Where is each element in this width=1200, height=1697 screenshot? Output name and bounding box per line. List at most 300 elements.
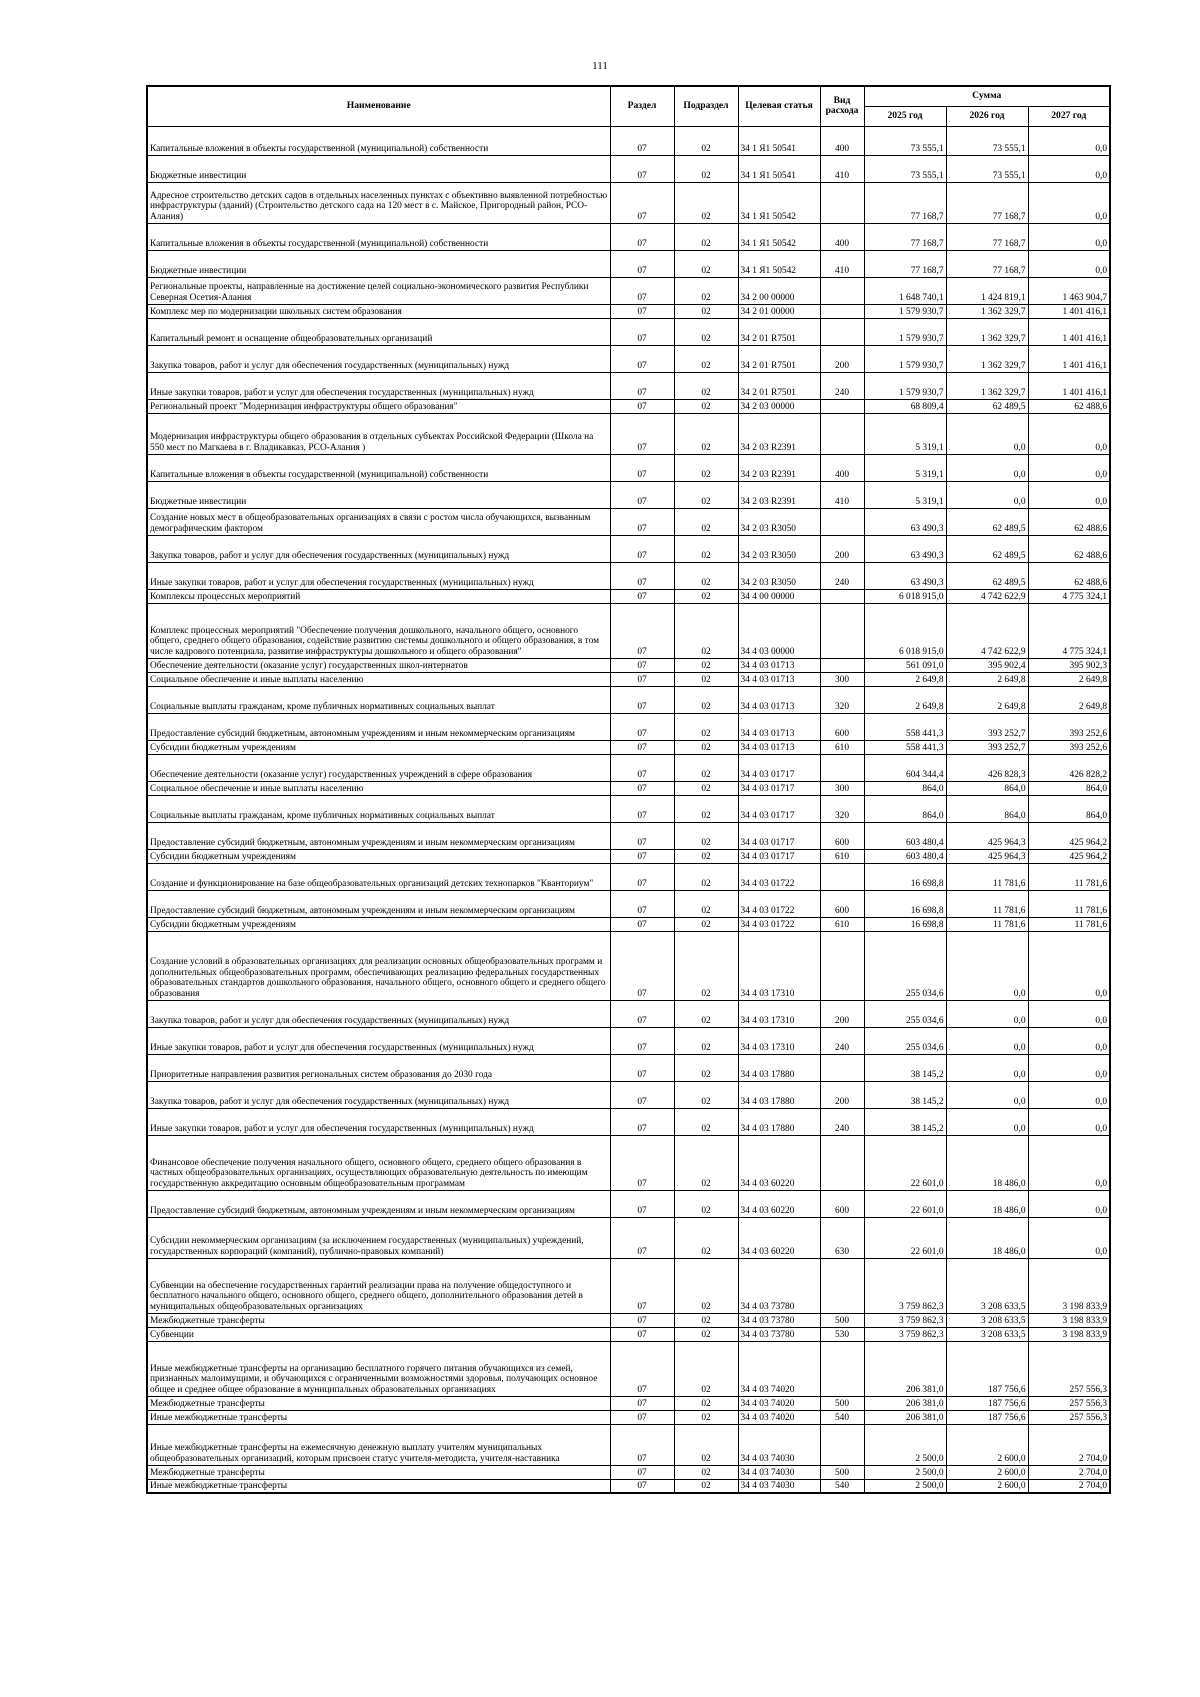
row-name: Обеспечение деятельности (оказание услуг) государственных учреждений в сфере образования xyxy=(147,754,610,781)
row-section: 07 xyxy=(610,277,674,304)
row-target-article: 34 4 03 17880 xyxy=(738,1081,820,1108)
row-amount-2025: 22 601,0 xyxy=(864,1135,946,1190)
row-expense-type: 240 xyxy=(820,1108,864,1135)
row-subsection: 02 xyxy=(674,795,738,822)
row-subsection: 02 xyxy=(674,304,738,318)
row-amount-2026: 0,0 xyxy=(946,481,1028,508)
row-amount-2026: 62 489,5 xyxy=(946,562,1028,589)
row-amount-2027: 0,0 xyxy=(1028,413,1110,454)
header-sum: Сумма xyxy=(864,86,1110,106)
table-row xyxy=(147,126,1110,155)
row-name: Создание условий в образовательных организациях для реализации основных общеобразовательных программ и дополнительных общеобразовательных программ, обеспечивающих реализацию федеральных государственных образовательных стандартов дошкольного образования, начального общего, основного общего и среднего общего образования xyxy=(147,931,610,1000)
row-subsection: 02 xyxy=(674,713,738,740)
row-expense-type: 530 xyxy=(820,1327,864,1341)
row-amount-2027: 257 556,3 xyxy=(1028,1410,1110,1424)
row-amount-2027: 11 781,6 xyxy=(1028,917,1110,931)
row-amount-2026: 62 489,5 xyxy=(946,535,1028,562)
row-amount-2026: 0,0 xyxy=(946,1081,1028,1108)
row-subsection: 02 xyxy=(674,1135,738,1190)
row-amount-2026: 187 756,6 xyxy=(946,1410,1028,1424)
row-amount-2027: 3 198 833,9 xyxy=(1028,1327,1110,1341)
header-name: Наименование xyxy=(147,86,610,126)
row-subsection: 02 xyxy=(674,863,738,890)
table-row xyxy=(147,713,1110,740)
row-target-article: 34 4 03 01713 xyxy=(738,713,820,740)
row-expense-type xyxy=(820,318,864,345)
row-target-article: 34 4 00 00000 xyxy=(738,589,820,603)
row-target-article: 34 2 00 00000 xyxy=(738,277,820,304)
row-amount-2027: 426 828,2 xyxy=(1028,754,1110,781)
table-row xyxy=(147,849,1110,863)
table-row xyxy=(147,250,1110,277)
row-name: Иные закупки товаров, работ и услуг для обеспечения государственных (муниципальных) нужд xyxy=(147,1108,610,1135)
row-amount-2027: 1 401 416,1 xyxy=(1028,345,1110,372)
row-target-article: 34 4 03 00000 xyxy=(738,603,820,658)
row-target-article: 34 4 03 17880 xyxy=(738,1054,820,1081)
row-name: Субсидии бюджетным учреждениям xyxy=(147,740,610,754)
row-amount-2026: 0,0 xyxy=(946,413,1028,454)
row-amount-2027: 4 775 324,1 xyxy=(1028,603,1110,658)
row-name: Капитальные вложения в объекты государственной (муниципальной) собственности xyxy=(147,126,610,155)
row-target-article: 34 4 03 60220 xyxy=(738,1217,820,1258)
header-target-article: Целевая статья xyxy=(738,86,820,126)
row-section: 07 xyxy=(610,1108,674,1135)
row-section: 07 xyxy=(610,481,674,508)
row-section: 07 xyxy=(610,754,674,781)
row-target-article: 34 4 03 01717 xyxy=(738,849,820,863)
row-amount-2026: 0,0 xyxy=(946,1027,1028,1054)
row-subsection: 02 xyxy=(674,318,738,345)
row-expense-type xyxy=(820,863,864,890)
row-section: 07 xyxy=(610,318,674,345)
row-name: Субсидии некоммерческим организациям (за исключением государственных (муниципальных) учреждений, государственных корпораций (компаний), публично-правовых компаний) xyxy=(147,1217,610,1258)
row-target-article: 34 4 03 01713 xyxy=(738,686,820,713)
row-expense-type: 410 xyxy=(820,250,864,277)
table-row xyxy=(147,917,1110,931)
row-name: Предоставление субсидий бюджетным, автономным учреждениям и иным некоммерческим организациям xyxy=(147,822,610,849)
row-expense-type: 410 xyxy=(820,155,864,182)
row-target-article: 34 4 03 01717 xyxy=(738,822,820,849)
table-row xyxy=(147,1396,1110,1410)
row-section: 07 xyxy=(610,413,674,454)
row-amount-2025: 73 555,1 xyxy=(864,126,946,155)
row-expense-type xyxy=(820,589,864,603)
header-year-2027: 2027 год xyxy=(1028,106,1110,126)
row-amount-2026: 18 486,0 xyxy=(946,1217,1028,1258)
row-amount-2027: 0,0 xyxy=(1028,481,1110,508)
row-expense-type xyxy=(820,603,864,658)
row-amount-2025: 3 759 862,3 xyxy=(864,1327,946,1341)
row-subsection: 02 xyxy=(674,1108,738,1135)
row-section: 07 xyxy=(610,535,674,562)
row-amount-2026: 864,0 xyxy=(946,795,1028,822)
row-target-article: 34 4 03 01717 xyxy=(738,754,820,781)
row-expense-type: 600 xyxy=(820,713,864,740)
row-expense-type: 200 xyxy=(820,345,864,372)
row-subsection: 02 xyxy=(674,372,738,399)
row-expense-type: 320 xyxy=(820,795,864,822)
row-section: 07 xyxy=(610,1341,674,1396)
row-section: 07 xyxy=(610,1313,674,1327)
row-name: Капитальный ремонт и оснащение общеобразовательных организаций xyxy=(147,318,610,345)
header-year-2025: 2025 год xyxy=(864,106,946,126)
header-section: Раздел xyxy=(610,86,674,126)
row-amount-2025: 561 091,0 xyxy=(864,658,946,672)
row-target-article: 34 4 03 17880 xyxy=(738,1108,820,1135)
row-subsection: 02 xyxy=(674,1424,738,1465)
row-target-article: 34 4 03 73780 xyxy=(738,1313,820,1327)
row-subsection: 02 xyxy=(674,917,738,931)
row-subsection: 02 xyxy=(674,1217,738,1258)
row-section: 07 xyxy=(610,658,674,672)
row-name: Закупка товаров, работ и услуг для обеспечения государственных (муниципальных) нужд xyxy=(147,345,610,372)
table-row xyxy=(147,454,1110,481)
row-name: Предоставление субсидий бюджетным, автономным учреждениям и иным некоммерческим организациям xyxy=(147,890,610,917)
row-amount-2026: 1 362 329,7 xyxy=(946,318,1028,345)
row-subsection: 02 xyxy=(674,1027,738,1054)
row-section: 07 xyxy=(610,795,674,822)
row-amount-2025: 558 441,3 xyxy=(864,713,946,740)
row-amount-2026: 77 168,7 xyxy=(946,250,1028,277)
row-amount-2027: 3 198 833,9 xyxy=(1028,1258,1110,1313)
row-expense-type: 630 xyxy=(820,1217,864,1258)
row-expense-type xyxy=(820,1135,864,1190)
row-amount-2026: 18 486,0 xyxy=(946,1135,1028,1190)
row-amount-2026: 395 902,4 xyxy=(946,658,1028,672)
row-amount-2026: 0,0 xyxy=(946,931,1028,1000)
row-amount-2027: 0,0 xyxy=(1028,126,1110,155)
row-section: 07 xyxy=(610,740,674,754)
row-subsection: 02 xyxy=(674,562,738,589)
row-target-article: 34 4 03 74020 xyxy=(738,1410,820,1424)
row-target-article: 34 2 01 R7501 xyxy=(738,318,820,345)
row-amount-2027: 257 556,3 xyxy=(1028,1396,1110,1410)
row-amount-2025: 22 601,0 xyxy=(864,1190,946,1217)
row-subsection: 02 xyxy=(674,399,738,413)
row-name: Региональный проект "Модернизация инфраструктуры общего образования" xyxy=(147,399,610,413)
row-amount-2026: 0,0 xyxy=(946,1054,1028,1081)
row-amount-2026: 77 168,7 xyxy=(946,223,1028,250)
row-target-article: 34 4 03 01722 xyxy=(738,890,820,917)
row-name: Обеспечение деятельности (оказание услуг) государственных школ-интернатов xyxy=(147,658,610,672)
table-row xyxy=(147,822,1110,849)
row-subsection: 02 xyxy=(674,1327,738,1341)
row-amount-2027: 0,0 xyxy=(1028,1027,1110,1054)
row-subsection: 02 xyxy=(674,589,738,603)
row-subsection: 02 xyxy=(674,781,738,795)
row-target-article: 34 4 03 74020 xyxy=(738,1341,820,1396)
row-amount-2027: 425 964,2 xyxy=(1028,849,1110,863)
row-expense-type: 240 xyxy=(820,372,864,399)
row-section: 07 xyxy=(610,931,674,1000)
row-name: Иные межбюджетные трансферты xyxy=(147,1410,610,1424)
table-row xyxy=(147,863,1110,890)
row-amount-2025: 16 698,8 xyxy=(864,863,946,890)
row-section: 07 xyxy=(610,126,674,155)
row-amount-2026: 62 489,5 xyxy=(946,508,1028,535)
row-amount-2027: 0,0 xyxy=(1028,454,1110,481)
row-amount-2025: 3 759 862,3 xyxy=(864,1313,946,1327)
row-subsection: 02 xyxy=(674,686,738,713)
row-amount-2026: 1 362 329,7 xyxy=(946,345,1028,372)
row-name: Комплекс мер по модернизации школьных систем образования xyxy=(147,304,610,318)
table-row xyxy=(147,1217,1110,1258)
row-expense-type xyxy=(820,1054,864,1081)
row-expense-type: 600 xyxy=(820,1190,864,1217)
row-amount-2025: 1 648 740,1 xyxy=(864,277,946,304)
row-section: 07 xyxy=(610,589,674,603)
table-row xyxy=(147,931,1110,1000)
row-target-article: 34 4 03 01713 xyxy=(738,658,820,672)
row-name: Межбюджетные трансферты xyxy=(147,1313,610,1327)
row-amount-2025: 3 759 862,3 xyxy=(864,1258,946,1313)
row-amount-2027: 393 252,6 xyxy=(1028,740,1110,754)
row-name: Бюджетные инвестиции xyxy=(147,155,610,182)
row-amount-2025: 63 490,3 xyxy=(864,535,946,562)
row-expense-type xyxy=(820,304,864,318)
row-amount-2026: 4 742 622,9 xyxy=(946,589,1028,603)
row-expense-type xyxy=(820,1258,864,1313)
row-expense-type xyxy=(820,658,864,672)
row-name: Капитальные вложения в объекты государственной (муниципальной) собственности xyxy=(147,223,610,250)
row-section: 07 xyxy=(610,562,674,589)
row-amount-2025: 1 579 930,7 xyxy=(864,318,946,345)
row-amount-2026: 2 600,0 xyxy=(946,1424,1028,1465)
table-row xyxy=(147,304,1110,318)
row-amount-2026: 425 964,3 xyxy=(946,822,1028,849)
row-amount-2027: 0,0 xyxy=(1028,1054,1110,1081)
row-subsection: 02 xyxy=(674,1410,738,1424)
row-name: Иные межбюджетные трансферты на ежемесячную денежную выплату учителям муниципальных общеобразовательных организаций, которым присвоен статус учителя-методиста, учителя-наставника xyxy=(147,1424,610,1465)
row-amount-2027: 864,0 xyxy=(1028,781,1110,795)
row-amount-2025: 603 480,4 xyxy=(864,822,946,849)
row-subsection: 02 xyxy=(674,481,738,508)
row-section: 07 xyxy=(610,304,674,318)
table-row xyxy=(147,1313,1110,1327)
row-subsection: 02 xyxy=(674,535,738,562)
row-amount-2026: 2 600,0 xyxy=(946,1479,1028,1493)
row-subsection: 02 xyxy=(674,1341,738,1396)
row-amount-2027: 0,0 xyxy=(1028,1000,1110,1027)
row-amount-2026: 1 424 819,1 xyxy=(946,277,1028,304)
row-name: Бюджетные инвестиции xyxy=(147,481,610,508)
row-target-article: 34 2 03 R2391 xyxy=(738,481,820,508)
table-row xyxy=(147,508,1110,535)
row-target-article: 34 4 03 01722 xyxy=(738,917,820,931)
page-number: 111 xyxy=(592,60,608,72)
row-subsection: 02 xyxy=(674,822,738,849)
row-amount-2027: 0,0 xyxy=(1028,1190,1110,1217)
row-name: Создание новых мест в общеобразовательных организациях в связи с ростом числа обучающихся, вызванным демографическим фактором xyxy=(147,508,610,535)
row-amount-2027: 62 488,6 xyxy=(1028,562,1110,589)
row-section: 07 xyxy=(610,399,674,413)
table-row xyxy=(147,535,1110,562)
row-amount-2025: 2 649,8 xyxy=(864,686,946,713)
row-target-article: 34 1 Я1 50541 xyxy=(738,126,820,155)
row-amount-2026: 393 252,7 xyxy=(946,713,1028,740)
row-amount-2027: 864,0 xyxy=(1028,795,1110,822)
row-target-article: 34 2 03 00000 xyxy=(738,399,820,413)
row-expense-type: 500 xyxy=(820,1396,864,1410)
row-target-article: 34 4 03 60220 xyxy=(738,1135,820,1190)
row-amount-2026: 2 649,8 xyxy=(946,672,1028,686)
row-expense-type: 610 xyxy=(820,740,864,754)
row-section: 07 xyxy=(610,1054,674,1081)
table-row xyxy=(147,1465,1110,1479)
row-expense-type xyxy=(820,277,864,304)
row-expense-type: 600 xyxy=(820,822,864,849)
row-amount-2025: 77 168,7 xyxy=(864,250,946,277)
row-section: 07 xyxy=(610,603,674,658)
header-year-2026: 2026 год xyxy=(946,106,1028,126)
row-name: Иные закупки товаров, работ и услуг для обеспечения государственных (муниципальных) нужд xyxy=(147,562,610,589)
table-row xyxy=(147,413,1110,454)
table-row xyxy=(147,1081,1110,1108)
row-amount-2027: 0,0 xyxy=(1028,931,1110,1000)
row-amount-2027: 62 488,6 xyxy=(1028,535,1110,562)
table-row xyxy=(147,1000,1110,1027)
row-subsection: 02 xyxy=(674,508,738,535)
row-subsection: 02 xyxy=(674,1396,738,1410)
row-amount-2025: 864,0 xyxy=(864,781,946,795)
row-target-article: 34 4 03 01713 xyxy=(738,740,820,754)
row-name: Комплексы процессных мероприятий xyxy=(147,589,610,603)
row-amount-2027: 2 704,0 xyxy=(1028,1479,1110,1493)
row-expense-type: 400 xyxy=(820,223,864,250)
row-amount-2027: 1 401 416,1 xyxy=(1028,304,1110,318)
row-expense-type: 500 xyxy=(820,1313,864,1327)
row-amount-2026: 73 555,1 xyxy=(946,155,1028,182)
row-subsection: 02 xyxy=(674,1054,738,1081)
row-subsection: 02 xyxy=(674,1081,738,1108)
row-subsection: 02 xyxy=(674,658,738,672)
row-section: 07 xyxy=(610,1190,674,1217)
row-amount-2025: 5 319,1 xyxy=(864,413,946,454)
row-amount-2027: 0,0 xyxy=(1028,223,1110,250)
row-amount-2026: 187 756,6 xyxy=(946,1341,1028,1396)
row-target-article: 34 4 03 74030 xyxy=(738,1479,820,1493)
row-target-article: 34 4 03 01713 xyxy=(738,672,820,686)
row-name: Закупка товаров, работ и услуг для обеспечения государственных (муниципальных) нужд xyxy=(147,535,610,562)
row-subsection: 02 xyxy=(674,931,738,1000)
row-name: Иные закупки товаров, работ и услуг для обеспечения государственных (муниципальных) нужд xyxy=(147,372,610,399)
row-expense-type: 240 xyxy=(820,562,864,589)
row-amount-2025: 22 601,0 xyxy=(864,1217,946,1258)
row-name: Комплекс процессных мероприятий "Обеспечение получения дошкольного, начального общего, основного общего, среднего общего образования, содействие развитию системы дошкольного и общего образования, в том числе кадрового потенциала, развитие инфраструктуры дошкольного и общего образования" xyxy=(147,603,610,658)
row-amount-2026: 1 362 329,7 xyxy=(946,304,1028,318)
row-name: Предоставление субсидий бюджетным, автономным учреждениям и иным некоммерческим организациям xyxy=(147,713,610,740)
row-expense-type: 610 xyxy=(820,849,864,863)
row-name: Субвенции на обеспечение государственных гарантий реализации права на получение общедоступного и бесплатного начального общего, основного общего, среднего общего, дополнительного образования детей в муниципальных общеобразовательных организациях xyxy=(147,1258,610,1313)
table-row xyxy=(147,740,1110,754)
row-expense-type: 200 xyxy=(820,1081,864,1108)
header-subsection: Подраздел xyxy=(674,86,738,126)
row-expense-type: 540 xyxy=(820,1479,864,1493)
table-row xyxy=(147,372,1110,399)
row-section: 07 xyxy=(610,1396,674,1410)
table-row xyxy=(147,1258,1110,1313)
row-amount-2025: 206 381,0 xyxy=(864,1410,946,1424)
row-name: Межбюджетные трансферты xyxy=(147,1465,610,1479)
row-section: 07 xyxy=(610,672,674,686)
row-expense-type xyxy=(820,413,864,454)
row-section: 07 xyxy=(610,454,674,481)
row-target-article: 34 4 03 74030 xyxy=(738,1465,820,1479)
row-name: Финансовое обеспечение получения начального общего, основного общего, среднего общего образования в частных общеобразовательных организациях, осуществляющих образовательную деятельность по имеющим государственную аккредитацию основным общеобразовательным программам xyxy=(147,1135,610,1190)
row-subsection: 02 xyxy=(674,277,738,304)
row-expense-type: 200 xyxy=(820,1000,864,1027)
row-amount-2027: 62 488,6 xyxy=(1028,399,1110,413)
row-target-article: 34 2 03 R3050 xyxy=(738,535,820,562)
row-amount-2025: 1 579 930,7 xyxy=(864,345,946,372)
row-amount-2027: 257 556,3 xyxy=(1028,1341,1110,1396)
row-name: Капитальные вложения в объекты государственной (муниципальной) собственности xyxy=(147,454,610,481)
row-amount-2027: 2 704,0 xyxy=(1028,1465,1110,1479)
row-expense-type: 400 xyxy=(820,454,864,481)
row-amount-2025: 77 168,7 xyxy=(864,182,946,223)
row-target-article: 34 4 03 60220 xyxy=(738,1190,820,1217)
row-amount-2025: 63 490,3 xyxy=(864,508,946,535)
table-row xyxy=(147,1054,1110,1081)
table-row xyxy=(147,562,1110,589)
row-subsection: 02 xyxy=(674,223,738,250)
row-subsection: 02 xyxy=(674,126,738,155)
row-amount-2027: 11 781,6 xyxy=(1028,863,1110,890)
row-expense-type xyxy=(820,182,864,223)
row-amount-2027: 0,0 xyxy=(1028,182,1110,223)
row-name: Создание и функционирование на базе общеобразовательных организаций детских технопарков "Кванториум" xyxy=(147,863,610,890)
row-section: 07 xyxy=(610,822,674,849)
row-target-article: 34 4 03 17310 xyxy=(738,931,820,1000)
table-row xyxy=(147,481,1110,508)
table-row xyxy=(147,658,1110,672)
row-section: 07 xyxy=(610,372,674,399)
row-section: 07 xyxy=(610,1327,674,1341)
row-amount-2026: 393 252,7 xyxy=(946,740,1028,754)
row-amount-2026: 11 781,6 xyxy=(946,917,1028,931)
row-amount-2025: 63 490,3 xyxy=(864,562,946,589)
row-amount-2027: 0,0 xyxy=(1028,1135,1110,1190)
row-amount-2025: 77 168,7 xyxy=(864,223,946,250)
row-amount-2026: 18 486,0 xyxy=(946,1190,1028,1217)
row-amount-2027: 2 649,8 xyxy=(1028,686,1110,713)
row-subsection: 02 xyxy=(674,1313,738,1327)
row-amount-2025: 16 698,8 xyxy=(864,890,946,917)
row-amount-2026: 425 964,3 xyxy=(946,849,1028,863)
row-section: 07 xyxy=(610,863,674,890)
table-row xyxy=(147,781,1110,795)
row-section: 07 xyxy=(610,508,674,535)
row-expense-type xyxy=(820,1341,864,1396)
row-section: 07 xyxy=(610,1000,674,1027)
row-subsection: 02 xyxy=(674,155,738,182)
row-name: Предоставление субсидий бюджетным, автономным учреждениям и иным некоммерческим организациям xyxy=(147,1190,610,1217)
table-row xyxy=(147,1327,1110,1341)
row-name: Субвенции xyxy=(147,1327,610,1341)
row-expense-type: 320 xyxy=(820,686,864,713)
table-row xyxy=(147,1027,1110,1054)
row-target-article: 34 4 03 17310 xyxy=(738,1027,820,1054)
table-row xyxy=(147,1135,1110,1190)
row-target-article: 34 2 03 R3050 xyxy=(738,508,820,535)
table-row xyxy=(147,754,1110,781)
row-amount-2026: 426 828,3 xyxy=(946,754,1028,781)
row-amount-2027: 2 704,0 xyxy=(1028,1424,1110,1465)
row-target-article: 34 4 03 74030 xyxy=(738,1424,820,1465)
row-amount-2025: 1 579 930,7 xyxy=(864,372,946,399)
row-subsection: 02 xyxy=(674,740,738,754)
row-target-article: 34 2 01 00000 xyxy=(738,304,820,318)
